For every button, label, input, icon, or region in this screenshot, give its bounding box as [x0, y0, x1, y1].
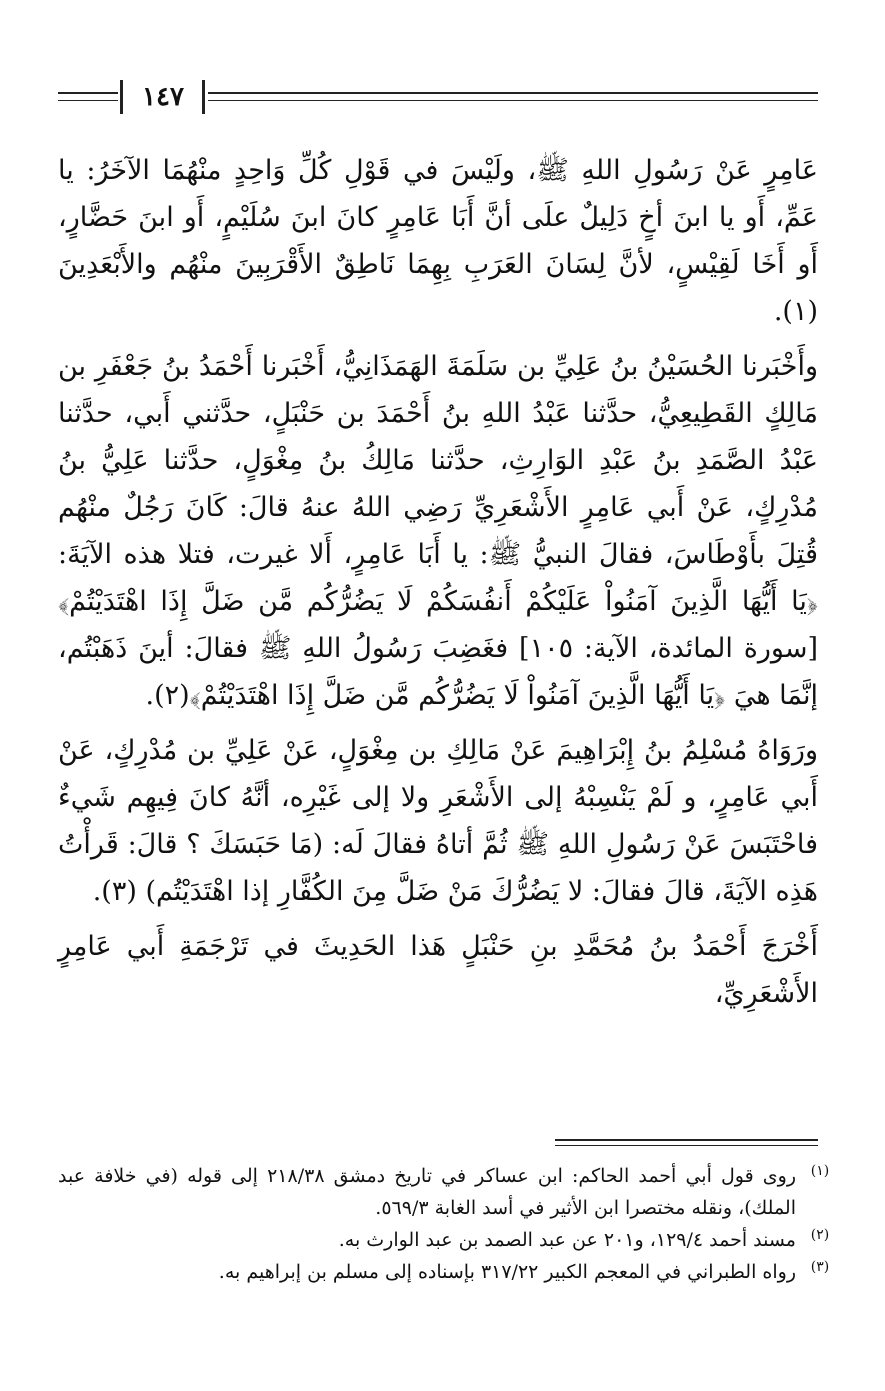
footnote-text: رواه الطبراني في المعجم الكبير ٣١٧/٢٢ بإسناده إلى مسلم بن إبراهيم به. [218, 1261, 796, 1283]
footnote-separator [555, 1139, 818, 1146]
paragraph: ورَوَاهُ مُسْلِمُ بنُ إِبْرَاهِيمَ عَنْ مَالِكِ بن مِغْوَلٍ، عَنْ عَلِيِّ بن مُدْرِكٍ، عَنْ أَبي عَامِرٍ، و لَمْ يَنْسِبْهُ إلى الأَشْعَرِ ولا إلى غَيْرِه، أنَّهُ كانَ فِيهِم شَيءٌ فاحْتَبَسَ عَنْ رَسُولِ اللهِ ﷺ ثُمَّ أتاهُ فقالَ لَه: (مَا حَبَسَكَ ؟ قالَ: قَرأْتُ هَذِه الآيَةَ، قالَ فقالَ: لا يَضُرُّكَ مَنْ ضَلَّ مِنَ الكُفَّارِ إذا اهْتَدَيْتُم) (٣). [58, 735, 818, 907]
header-rule-right [208, 92, 818, 101]
footnote-number: (٣) [810, 1259, 830, 1275]
page-number: ١٤٧ [142, 82, 184, 112]
footnote [58, 1224, 834, 1256]
footnotes [58, 1160, 834, 1288]
footnote-number: (١) [810, 1163, 830, 1179]
footnote-text: روى قول أبي أحمد الحاكم: ابن عساكر في تاريخ دمشق ٢١٨/٣٨ إلى قوله (في خلافة عبد الملك)، ونقله مختصرا ابن الأثير في أسد الغابة ٥٦٩/٣. [58, 1165, 797, 1219]
page-header [58, 80, 818, 116]
paragraph: وأَخْبَرنا الحُسَيْنُ بنُ عَلِيِّ بن سَلَمَةَ الهَمَذَانِيُّ، أَخْبَرنا أَحْمَدُ بنُ جَعْفَرِ بن مَالِكٍ القَطِيعِيُّ، حدَّثنا عَبْدُ اللهِ بنُ أَحْمَدَ بن حَنْبَلٍ، حدَّثني أَبي، حدَّثنا عَبْدُ الصَّمَدِ بنُ عَبْدِ الوَارِثِ، حدَّثنا مَالِكُ بنُ مِغْوَلٍ، حدَّثنا عَلِيُّ بنُ مُدْرِكٍ، عَنْ أَبي عَامِرٍ الأَشْعَرِيِّ رَضِي اللهُ عنهُ قالَ: كَانَ رَجُلٌ منْهُم قُتِلَ بأَوْطَاسَ، فقالَ النبيُّ ﷺ: يا أَبَا عَامِرٍ، أَلا غيرت، فتلا هذه الآيَةَ: ﴿يَا أَيُّهَا الَّذِينَ آمَنُواْ عَلَيْكُمْ أَنفُسَكُمْ لَا يَضُرُّكُم مَّن ضَلَّ إِذَا اهْتَدَيْتُمْ﴾ [سورة المائدة، الآية: ١٠٥] فغَضِبَ رَسُولُ اللهِ ﷺ فقالَ: أينَ ذَهَبْتُم، إنَّمَا هيَ ﴿يَا أَيُّهَا الَّذِينَ آمَنُواْ لَا يَضُرُّكُم مَّن ضَلَّ إِذَا اهْتَدَيْتُمْ﴾(٢). [58, 351, 818, 711]
header-bar-left [120, 80, 123, 114]
footnote [58, 1160, 834, 1224]
paragraph: أَخْرَجَ أَحْمَدُ بنُ مُحَمَّدِ بنِ حَنْبَلٍ هَذا الحَدِيثَ في تَرْجَمَةِ أَبي عَامِرٍ الأَشْعَرِيِّ، [58, 931, 818, 1009]
header-rule-left [58, 92, 118, 101]
main-text [58, 147, 818, 1017]
footnote-number: (٢) [810, 1227, 830, 1243]
footnote [58, 1256, 834, 1288]
paragraph: عَامِرٍ عَنْ رَسُولِ اللهِ ﷺ، ولَيْسَ في قَوْلِ كُلِّ وَاحِدٍ منْهُمَا الآخَرُ: يا عَمِّ، أَو يا ابنَ أخٍ دَلِيلٌ علَى أنَّ أَبَا عَامِرٍ كانَ ابنَ سُلَيْمٍ، أَو ابنَ حَضَّارٍ، أَو أَخَا لَقِيْسٍ، لأنَّ لِسَانَ العَرَبِ بِهِمَا نَاطِقٌ الأَقْرَبِينَ منْهُم والأَبْعَدِينَ (١). [58, 155, 818, 327]
header-bar-right [202, 80, 205, 114]
footnote-text: مسند أحمد ١٢٩/٤، و٢٠١ عن عبد الصمد بن عبد الوارث به. [338, 1229, 796, 1251]
